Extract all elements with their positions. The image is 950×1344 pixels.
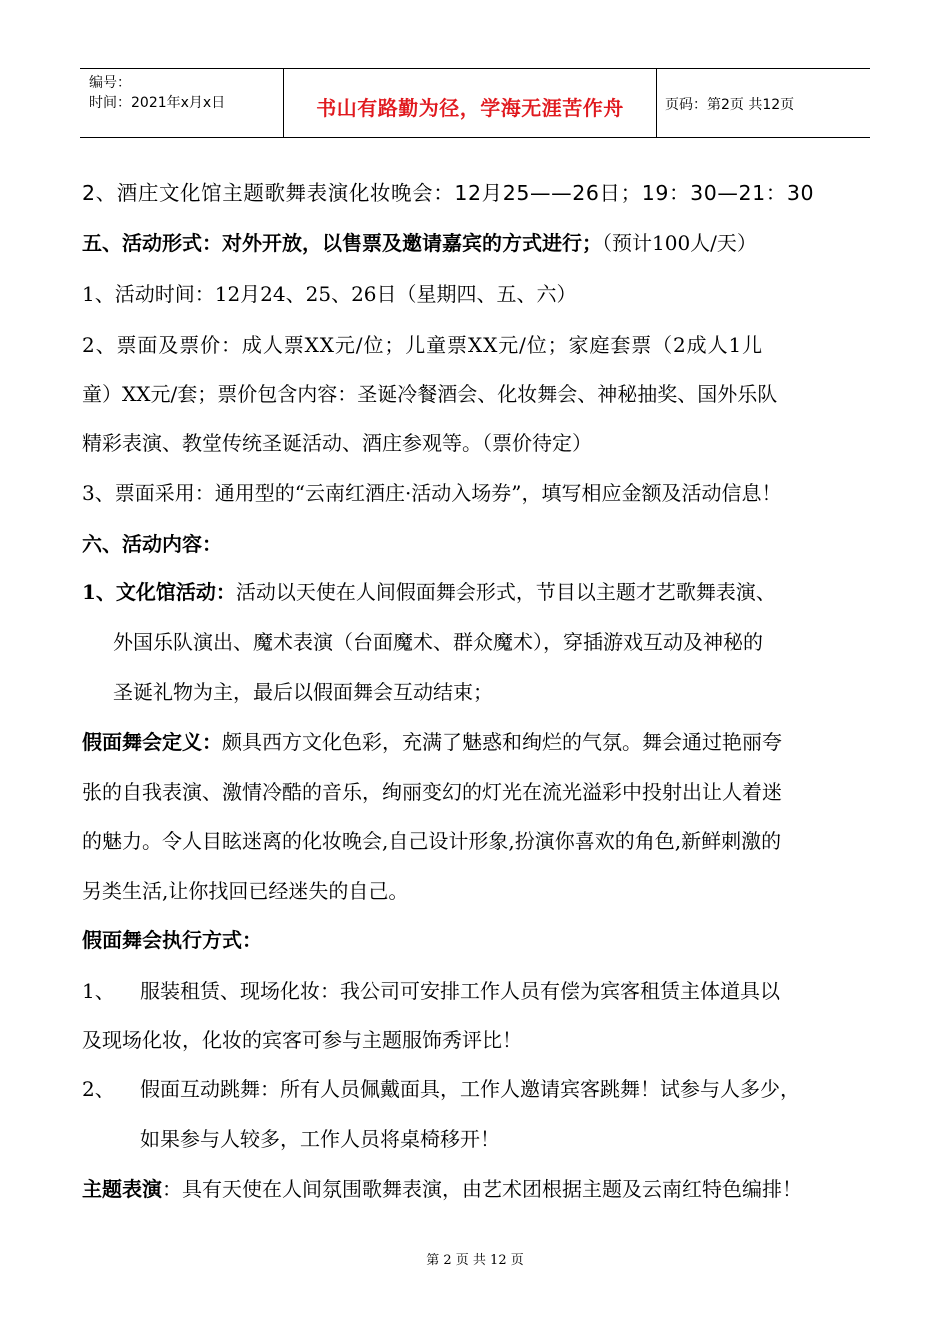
item-title: 主题表演 bbox=[82, 1177, 162, 1201]
text-line: 2、酒庄文化馆主题歌舞表演化妆晚会：12月25——26日；19：30—21：30 bbox=[82, 181, 815, 205]
text-line: 张的自我表演、激情冷酷的音乐，绚丽变幻的灯光在流光溢彩中投射出让人着迷 bbox=[82, 780, 782, 804]
definition-title: 假面舞会定义： bbox=[82, 730, 222, 754]
text-line: 及现场化妆，化妆的宾客可参与主题服饰秀评比！ bbox=[82, 1028, 522, 1052]
list-text: 服装租赁、现场化妆：我公司可安排工作人员有偿为宾客租赁主体道具以 bbox=[140, 979, 780, 1003]
section-heading: 六、活动内容： bbox=[82, 532, 222, 556]
list-text: 假面互动跳舞：所有人员佩戴面具，工作人邀请宾客跳舞！试参与人多少， bbox=[140, 1077, 800, 1101]
header-motto-cell bbox=[283, 69, 657, 137]
definition-text: 颇具西方文化色彩，充满了魅惑和绚烂的气氛。舞会通过艳丽夸 bbox=[222, 730, 782, 754]
text-line bbox=[82, 1077, 800, 1101]
text-line bbox=[82, 580, 776, 604]
text-line: 的魅力。令人目眩迷离的化妆晚会,自己设计形象,扮演你喜欢的角色,新鲜刺激的 bbox=[82, 829, 782, 853]
header-page-cell bbox=[656, 69, 870, 137]
page-header-table bbox=[80, 68, 870, 138]
text-line: 外国乐队演出、魔术表演（台面魔术、群众魔术），穿插游戏互动及神秘的 bbox=[113, 630, 763, 654]
list-number: 1、 bbox=[82, 979, 115, 1003]
text-line: 圣诞礼物为主，最后以假面舞会互动结束； bbox=[113, 680, 493, 704]
item-text: 活动以天使在人间假面舞会形式，节目以主题才艺歌舞表演、 bbox=[235, 580, 776, 604]
text-line bbox=[82, 730, 782, 754]
doc-number-label: 编号： bbox=[89, 75, 131, 91]
text-line: 另类生活,让你找回已经迷失的自己。 bbox=[82, 879, 409, 903]
text-line: 童）XX元/套；票价包含内容：圣诞冷餐酒会、化妆舞会、神秘抽奖、国外乐队 bbox=[82, 382, 778, 406]
header-meta-cell bbox=[80, 69, 283, 137]
header-page-info: 页码：第2页 共12页 bbox=[665, 97, 795, 113]
section-heading-title: 五、活动形式：对外开放，以售票及邀请嘉宾的方式进行； bbox=[82, 231, 602, 255]
item-text: ：具有天使在人间氛围歌舞表演，由艺术团根据主题及云南红特色编排！ bbox=[162, 1177, 802, 1201]
text-line: 2、票面及票价：成人票XX元/位；儿童票XX元/位；家庭套票（2成人1儿 bbox=[82, 333, 764, 357]
page-footer: 第 2 页 共 12 页 bbox=[426, 1253, 524, 1268]
text-line bbox=[82, 1177, 802, 1201]
item-title: 1、文化馆活动： bbox=[82, 580, 236, 604]
text-line: 精彩表演、教堂传统圣诞活动、酒庄参观等。（票价待定） bbox=[82, 431, 592, 455]
list-number: 2、 bbox=[82, 1077, 115, 1101]
header-motto: 书山有路勤为径，学海无涯苦作舟 bbox=[316, 96, 624, 120]
text-line: 1、活动时间：12月24、25、26日（星期四、五、六） bbox=[82, 282, 577, 306]
section-heading-note: （预计100人/天） bbox=[602, 231, 757, 255]
text-line bbox=[82, 979, 780, 1003]
text-line: 如果参与人较多，工作人员将桌椅移开！ bbox=[140, 1127, 500, 1151]
section-heading: 假面舞会执行方式： bbox=[82, 928, 262, 952]
section-heading bbox=[82, 231, 757, 255]
text-line: 3、票面采用：通用型的“云南红酒庄·活动入场券”，填写相应金额及活动信息！ bbox=[82, 481, 782, 505]
doc-time-label: 时间：2021年x月x日 bbox=[89, 95, 226, 111]
